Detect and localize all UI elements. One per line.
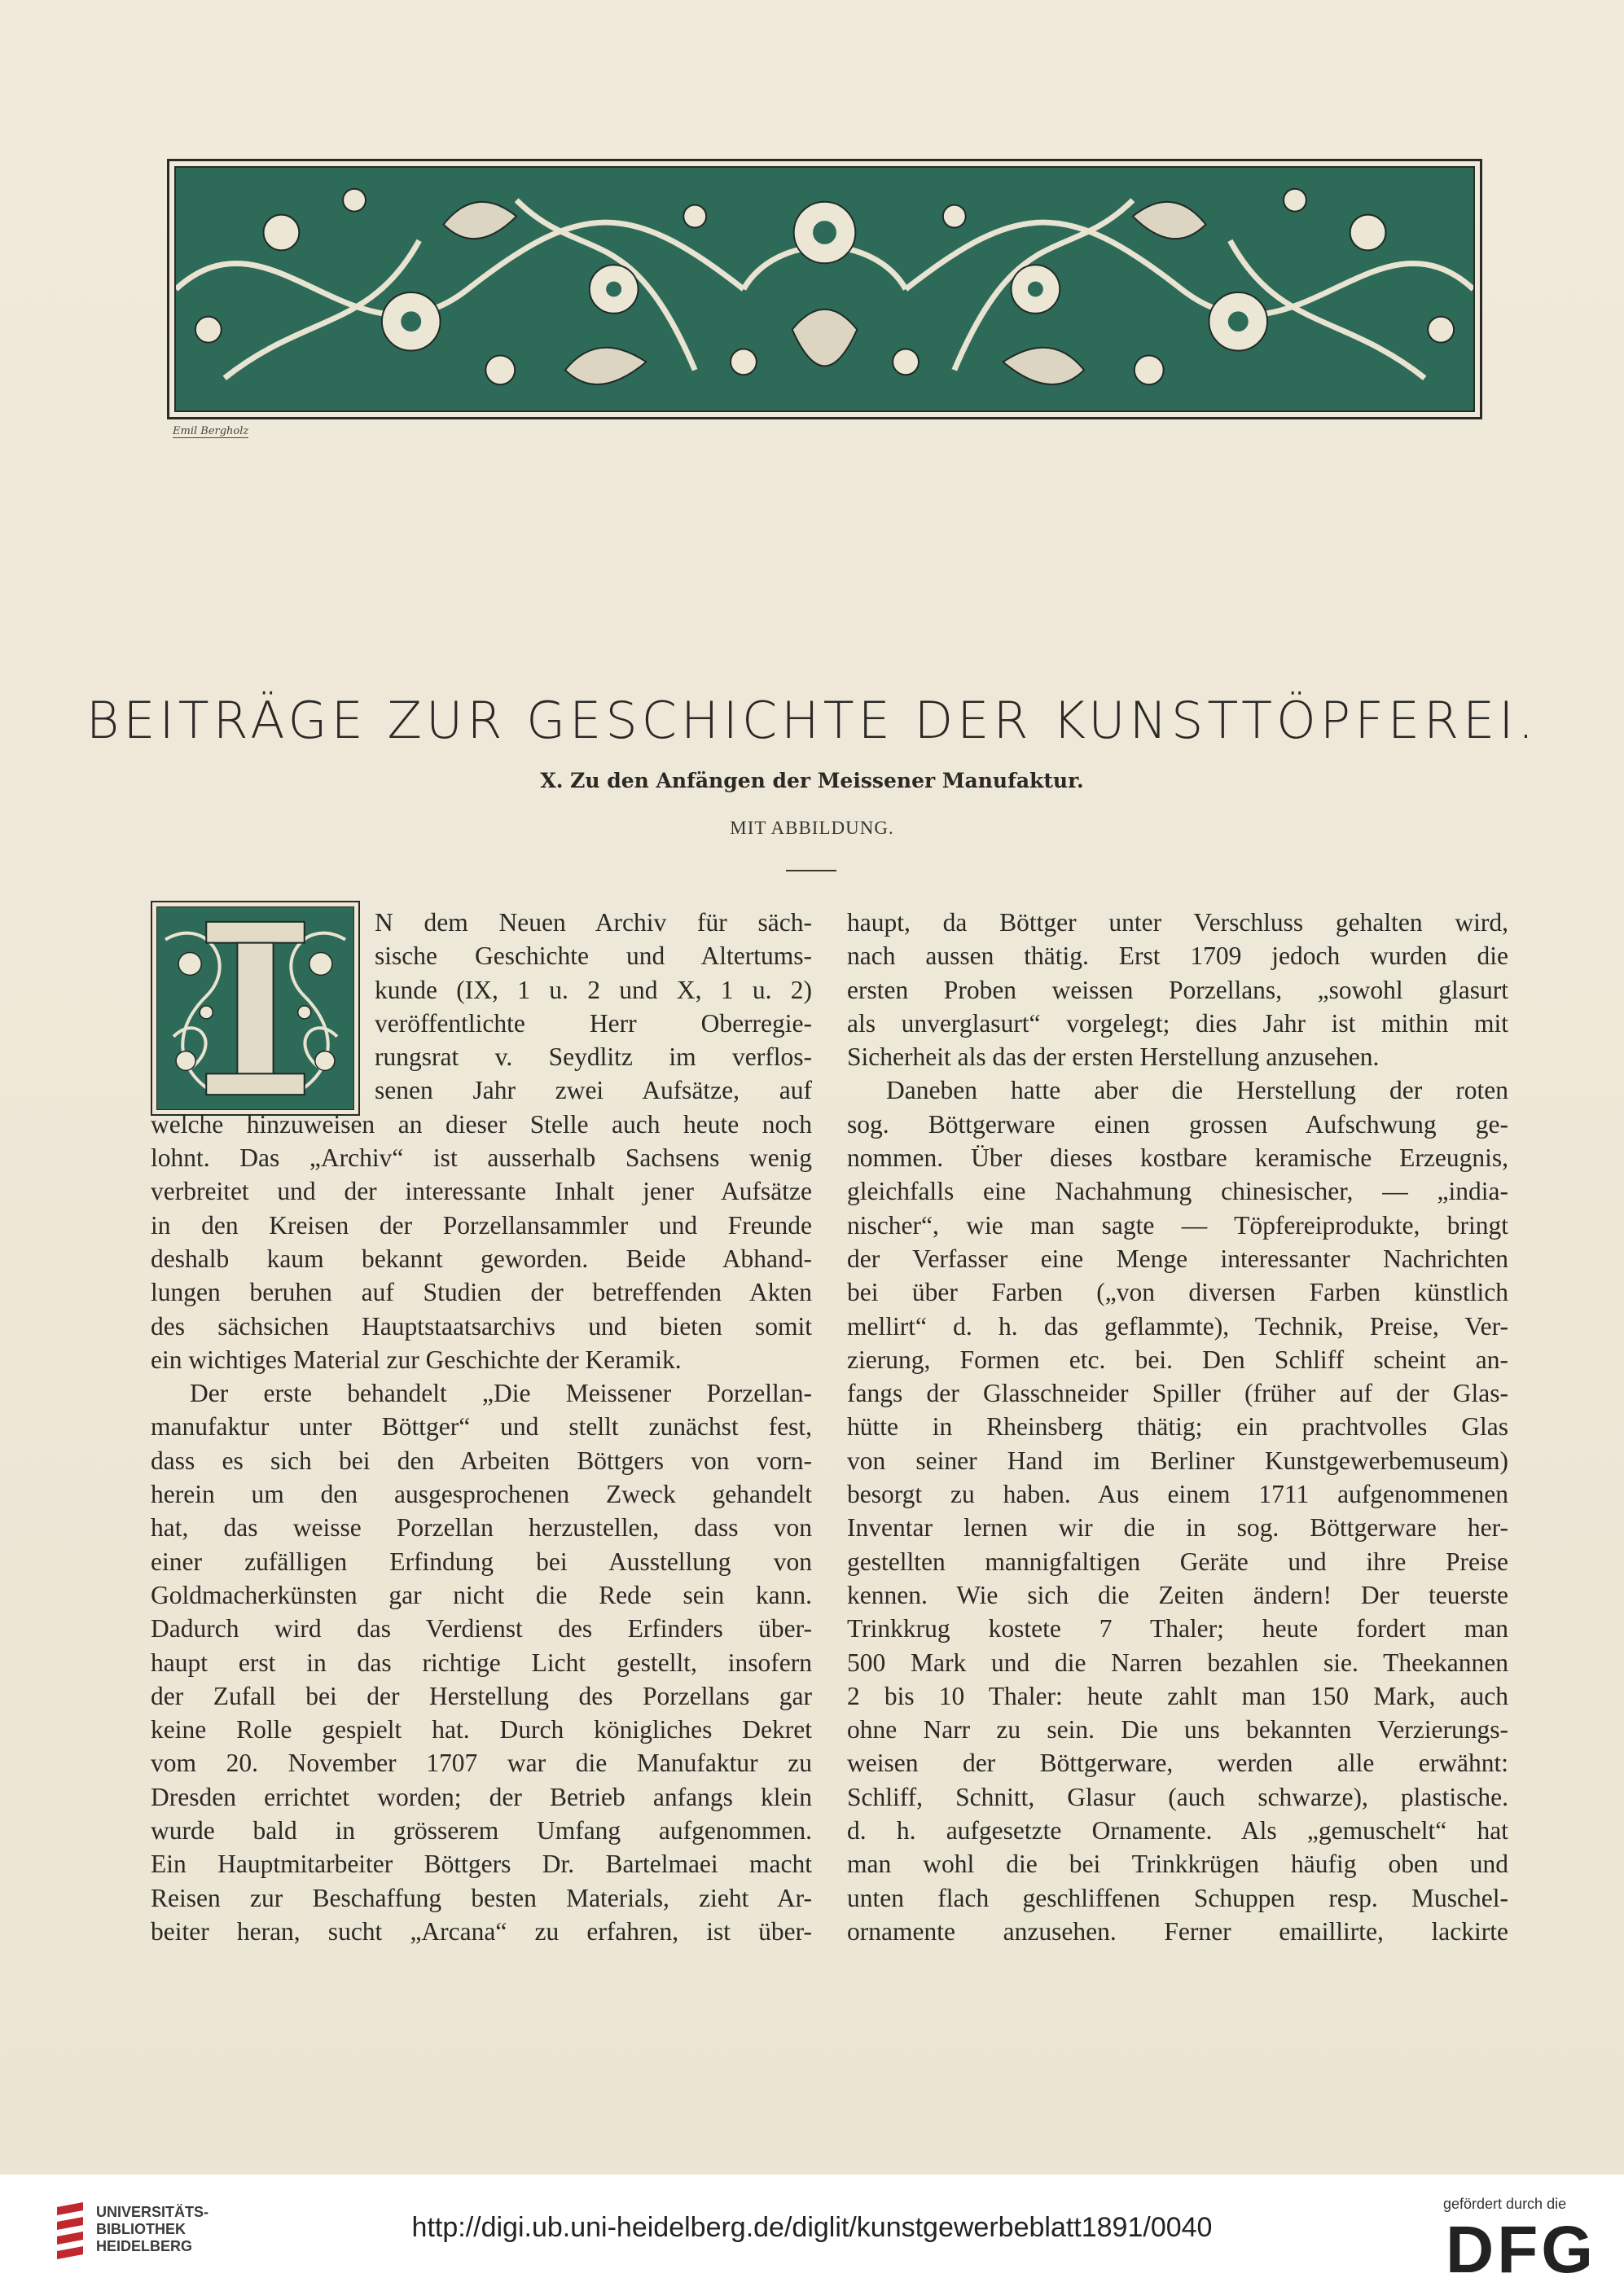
text-line: dass es sich bei den Arbeiten Böttgers von vorn- bbox=[151, 1446, 812, 1475]
title-divider bbox=[786, 870, 836, 871]
floral-ornament-image bbox=[176, 168, 1473, 410]
text-line: Trinkkrug kostete 7 Thaler; heute fordert man bbox=[847, 1614, 1508, 1644]
text-line: lohnt. Das „Archiv“ ist ausserhalb Sachsens wenig bbox=[151, 1143, 812, 1173]
ornamental-header-banner bbox=[167, 159, 1482, 419]
text-line: Dadurch wird das Verdienst des Erfinders über- bbox=[151, 1614, 812, 1644]
library-line: BIBLIOTHEK bbox=[96, 2221, 186, 2237]
text-line: ornamente anzusehen. Ferner emaillirte, lackirte bbox=[847, 1916, 1508, 1946]
text-line: hat, das weisse Porzellan herzustellen, dass von bbox=[151, 1513, 812, 1543]
text-line: der Zufall bei der Herstellung des Porzellans gar bbox=[151, 1681, 812, 1710]
text-line: wurde bald in grösserem Umfang aufgenommen. bbox=[151, 1816, 812, 1846]
text-line: bei über Farben („von diversen Farben künstlich bbox=[847, 1278, 1508, 1307]
text-line: vom 20. November 1707 war die Manufaktur zu bbox=[151, 1749, 812, 1778]
initial-paragraph-indent bbox=[151, 906, 812, 1108]
text-line: rungsrat v. Seydlitz im verflos- bbox=[375, 1042, 812, 1072]
text-line: kennen. Wie sich die Zeiten ändern! Der teuerste bbox=[847, 1580, 1508, 1609]
text-line: welche hinzuweisen an dieser Stelle auch heute noch bbox=[151, 1109, 812, 1139]
text-line: 500 Mark und die Narren bezahlen sie. Theekannen bbox=[847, 1648, 1508, 1677]
text-line: einer zufälligen Erfindung bei Ausstellung von bbox=[151, 1547, 812, 1576]
text-line: ein wichtiges Material zur Geschichte der Keramik. bbox=[151, 1345, 682, 1374]
text-line: kunde (IX, 1 u. 2 und X, 1 u. 2) bbox=[375, 975, 812, 1004]
text-line: sische Geschichte und Altertums- bbox=[375, 941, 812, 971]
source-url-link[interactable]: http://digi.ub.uni-heidelberg.de/diglit/kunstgewerbeblatt1891/0040 bbox=[411, 2212, 1213, 2243]
text-line: sog. Böttgerware einen grossen Aufschwung ge- bbox=[847, 1109, 1508, 1139]
dfg-logo[interactable]: DFG bbox=[1446, 2213, 1597, 2287]
text-line: Schliff, Schnitt, Glasur (auch schwarze), plastische. bbox=[847, 1782, 1508, 1811]
text-line: Sicherheit als das der ersten Herstellung anzusehen. bbox=[847, 1042, 1380, 1072]
text-line: man wohl die bei Trinkkrügen häufig oben und bbox=[847, 1850, 1508, 1879]
text-line: hütte in Rheinsberg thätig; ein prachtvolles Glas bbox=[847, 1412, 1508, 1442]
text-line: d. h. aufgesetzte Ornamente. Als „gemuschelt“ hat bbox=[847, 1816, 1508, 1846]
text-line: gestellten mannigfaltigen Geräte und ihre Preise bbox=[847, 1547, 1508, 1576]
text-line: in den Kreisen der Porzellansammler und Freunde bbox=[151, 1210, 812, 1240]
text-line: des sächsichen Hauptstaatsarchivs und bieten somit bbox=[151, 1311, 812, 1341]
text-line: 2 bis 10 Thaler: heute zahlt man 150 Mark, auch bbox=[847, 1681, 1508, 1710]
text-line: Goldmacherkünsten gar nicht die Rede sein kann. bbox=[151, 1580, 812, 1609]
text-line: Inventar lernen wir die in sog. Böttgerware her- bbox=[847, 1513, 1508, 1543]
text-line: nommen. Über dieses kostbare keramische Erzeugnis, bbox=[847, 1143, 1508, 1173]
text-line: weisen der Böttgerware, werden alle erwähnt: bbox=[847, 1749, 1508, 1778]
text-line: beiter heran, sucht „Arcana“ zu erfahren, ist über- bbox=[151, 1916, 812, 1946]
library-line: UNIVERSITÄTS- bbox=[96, 2204, 209, 2220]
article-subtitle: X. Zu den Anfängen der Meissener Manufaktur. bbox=[540, 769, 1084, 792]
text-line: Reisen zur Beschaffung besten Materials, zieht Ar- bbox=[151, 1883, 812, 1912]
library-line: HEIDELBERG bbox=[96, 2238, 193, 2254]
text-line: Ein Hauptmitarbeiter Böttgers Dr. Bartelmaei macht bbox=[151, 1850, 812, 1879]
text-line: ersten Proben weissen Porzellans, „sowohl glasurt bbox=[847, 975, 1508, 1004]
left-text-column bbox=[151, 906, 812, 1948]
text-line: manufaktur unter Böttger“ und stellt zunächst fest, bbox=[151, 1412, 812, 1442]
text-line: Daneben hatte aber die Herstellung der roten bbox=[886, 1076, 1508, 1105]
text-line: nischer“, wie man sagte — Töpfereiprodukte, bringt bbox=[847, 1210, 1508, 1240]
text-line: deshalb kaum bekannt geworden. Beide Abhand- bbox=[151, 1244, 812, 1273]
text-line: unten flach geschliffenen Schuppen resp. Muschel- bbox=[847, 1883, 1508, 1912]
text-line: ohne Narr zu sein. Die uns bekannten Verzierungs- bbox=[847, 1715, 1508, 1745]
text-line: Der erste behandelt „Die Meissener Porzellan- bbox=[190, 1379, 812, 1408]
text-line: lungen beruhen auf Studien der betreffenden Akten bbox=[151, 1278, 812, 1307]
text-line: Dresden errichtet worden; der Betrieb anfangs klein bbox=[151, 1782, 812, 1811]
text-line: nach aussen thätig. Erst 1709 jedoch wurden die bbox=[847, 941, 1508, 971]
article-title: BEITRÄGE ZUR GESCHICHTE DER KUNSTTÖPFEREI. bbox=[86, 691, 1538, 750]
text-line: besorgt zu haben. Aus einem 1711 aufgenommenen bbox=[847, 1480, 1508, 1509]
text-line: haupt erst in das richtige Licht gestellt, insofern bbox=[151, 1648, 812, 1677]
text-line: herein um den ausgesprochenen Zweck gehandelt bbox=[151, 1480, 812, 1509]
text-line: als unverglasurt“ vorgelegt; dies Jahr ist mithin mit bbox=[847, 1008, 1508, 1038]
text-line: der Verfasser eine Menge interessanter Nachrichten bbox=[847, 1244, 1508, 1273]
text-line: keine Rolle gespielt hat. Durch königliches Dekret bbox=[151, 1715, 812, 1745]
funding-caption: gefördert durch die bbox=[1443, 2196, 1567, 2212]
right-text-column bbox=[847, 906, 1508, 1948]
text-line: verbreitet und der interessante Inhalt jener Aufsätze bbox=[151, 1177, 812, 1206]
text-line: N dem Neuen Archiv für säch- bbox=[375, 908, 812, 937]
artist-signature: Emil Bergholz bbox=[173, 425, 249, 437]
text-line: von seiner Hand im Berliner Kunstgewerbemuseum) bbox=[847, 1446, 1508, 1475]
text-line: mellirt“ d. h. das geflammte), Technik, Preise, Ver- bbox=[847, 1311, 1508, 1341]
text-line: veröffentlichte Herr Oberregie- bbox=[375, 1008, 812, 1038]
text-line: gleichfalls eine Nachahmung chinesischer, — „india- bbox=[847, 1177, 1508, 1206]
text-line: senen Jahr zwei Aufsätze, auf bbox=[375, 1076, 812, 1105]
text-line: zierung, Formen etc. bei. Den Schliff scheint an- bbox=[847, 1345, 1508, 1374]
text-line: haupt, da Böttger unter Verschluss gehalten wird, bbox=[847, 908, 1508, 937]
text-line: fangs der Glasschneider Spiller (früher auf der Glas- bbox=[847, 1379, 1508, 1408]
article-tagline: MIT ABBILDUNG. bbox=[730, 818, 894, 838]
